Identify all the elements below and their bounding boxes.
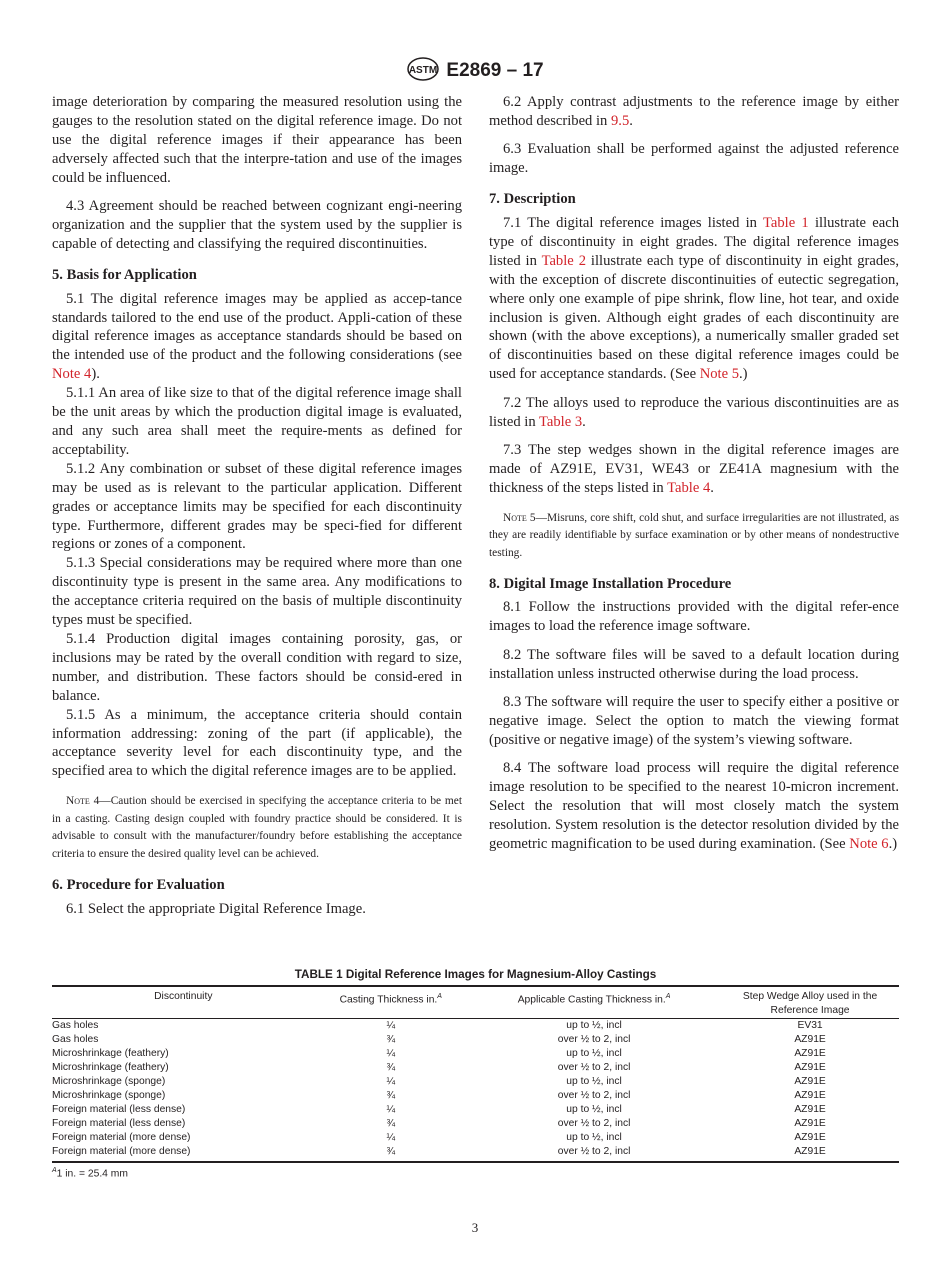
paragraph-5-1-5: 5.1.5 As a minimum, the acceptance criteria should contain information addressing: zoning of the part (if applicable), the acceptance severity level for each discontinuity type, and the specified area to which the digital reference images are to be applied. <box>52 706 462 780</box>
paragraph-8-4 <box>489 759 899 854</box>
paragraph-6-2 <box>489 93 899 131</box>
table-cell: EV31 <box>797 1020 823 1031</box>
section-9-5-link[interactable]: 9.5 <box>611 112 630 129</box>
paragraph-5-1-1: 5.1.1 An area of like size to that of the digital reference image shall be the unit areas by which the production digital image is evaluated, and any such area shall meet the require-ments as defined for acceptability. <box>52 385 462 458</box>
column-header: Discontinuity <box>52 986 315 1019</box>
text: 5.1 The digital reference images may be applied as accep-tance standards tailored to the end use of the product. Appli-cation of these digital reference images as acceptance standards should be based on the intended use of the product and the following considerations (see <box>52 290 462 364</box>
table-title: TABLE 1 Digital Reference Images for Magnesium-Alloy Castings <box>294 968 657 981</box>
note-label: Note 4 <box>66 795 100 808</box>
paragraph-5-1-3: 5.1.3 Special considerations may be required where more than one discontinuity type is present in the same area. Any modifications to the acceptance criteria required on the basis of multiple discontinuity types must be specified. <box>52 555 462 629</box>
column-header: Step Wedge Alloy used in the Reference Image <box>721 986 899 1019</box>
table-cell: ¼ <box>386 1132 396 1143</box>
table-cell: AZ91E <box>721 1145 899 1162</box>
text: . <box>629 112 633 129</box>
text: 6.2 Apply contrast adjustments to the reference image by either method described in <box>489 94 899 129</box>
paragraph-8-1: 8.1 Follow the instructions provided with the digital refer-ence images to load the reference image software. <box>489 599 899 635</box>
note-4 <box>52 793 462 863</box>
text: 7.3 The step wedges shown in the digital reference images are made of AZ91E, EV31, WE43 or ZE41A magnesium with the thickness of the steps listed in <box>489 442 899 496</box>
table-cell: up to ½, incl <box>566 1104 622 1115</box>
table-row <box>52 1033 899 1047</box>
table-cell: AZ91E <box>794 1062 826 1073</box>
table-row <box>52 1131 899 1145</box>
table-cell: ¼ <box>386 1048 396 1059</box>
right-column <box>489 93 899 854</box>
column-header: Casting Thickness in.$^A$ <box>315 986 467 1019</box>
table-cell: ¾ <box>386 1062 396 1073</box>
table-cell: Foreign material (less dense) <box>52 1118 186 1129</box>
paragraph-5-1 <box>52 290 462 385</box>
table-cell: ¼ <box>386 1020 396 1031</box>
text: 7.2 The alloys used to reproduce the various discontinuities are as listed in <box>489 394 899 430</box>
table-cell: Gas holes <box>52 1034 99 1045</box>
note-text: —Misruns, core shift, cold shut, and surface irregularities are not illustrated, as they are readily identifiable by surface examination or by other means of nondestructive testing. <box>489 511 900 559</box>
table-cell: Microshrinkage (sponge) <box>52 1076 166 1087</box>
text: .) <box>888 835 898 852</box>
paragraph-8-3: 8.3 The software will require the user to specify either a positive or negative image. Select the option to match the viewing format (positive or negative image) of the system’s viewing software. <box>489 694 899 748</box>
text: .) <box>739 366 748 383</box>
text: ). <box>91 366 100 383</box>
table-cell: ¼ <box>386 1104 396 1115</box>
paragraph-8-2: 8.2 The software files will be saved to a default location during installation unless instructed otherwise during the load process. <box>489 646 899 682</box>
table-cell: up to ½, incl <box>566 1076 622 1087</box>
table-row <box>52 1103 899 1117</box>
table-cell: up to ½, incl <box>566 1048 622 1059</box>
table-cell: ¾ <box>386 1118 396 1129</box>
section-heading-6: 6. Procedure for Evaluation <box>52 876 225 893</box>
table-cell: Microshrinkage (sponge) <box>52 1090 166 1101</box>
table-cell: over ½ to 2, incl <box>557 1090 631 1101</box>
paragraph-6-3: 6.3 Evaluation shall be performed against the adjusted reference image. <box>489 141 899 177</box>
left-column <box>52 93 462 918</box>
svg-text:ASTM: ASTM <box>409 65 438 76</box>
page-number: 3 <box>471 1220 479 1235</box>
table-cell: Foreign material (more dense) <box>52 1132 191 1143</box>
text: . <box>582 413 586 430</box>
table-row <box>52 1061 899 1075</box>
table-4-link[interactable]: Table 4 <box>667 479 711 496</box>
table-row <box>52 1019 899 1034</box>
text: illustrate each type of discontinuity in eight grades, with the exception of discrete discontinuities of eutectic segregation, where only one example of pipe shrink, flow line, hot tear, and oxide inclusion is given. Although eight grades of each discontinuity are shown (with the above exceptions), a numerically smaller graded set of discontinuities based on these digital reference images could be used for acceptance standards. (See <box>489 252 899 383</box>
table-cell: AZ91E <box>794 1076 826 1087</box>
table-cell: Gas holes <box>52 1020 99 1031</box>
table-cell: over ½ to 2, incl <box>467 1145 721 1162</box>
paragraph-6-1: 6.1 Select the appropriate Digital Reference Image. <box>66 900 366 917</box>
table-cell: ¾ <box>386 1090 396 1101</box>
data-table <box>52 985 899 1163</box>
table-row <box>52 1089 899 1103</box>
table-cell: AZ91E <box>794 1090 826 1101</box>
table-cell: over ½ to 2, incl <box>557 1034 631 1045</box>
table-cell: ¾ <box>386 1034 396 1045</box>
table-cell: Microshrinkage (feathery) <box>52 1048 169 1059</box>
table-2-link[interactable]: Table 2 <box>541 252 586 269</box>
table-row <box>52 1075 899 1089</box>
section-heading-5: 5. Basis for Application <box>52 266 197 283</box>
paragraph-7-2 <box>489 394 899 432</box>
table-cell: over ½ to 2, incl <box>557 1062 631 1073</box>
table-cell: Microshrinkage (feathery) <box>52 1062 169 1073</box>
table-cell: AZ91E <box>794 1048 826 1059</box>
paragraph: image deterioration by comparing the measured resolution using the gauges to the resolution stated on the digital reference image. Do not use the digital reference images if their appearance has been adversely affected such that the interpre-tation and use of the images could be influenced. <box>52 94 462 186</box>
note-6-link[interactable]: Note 6 <box>849 835 889 852</box>
table-1-link[interactable]: Table 1 <box>762 215 809 232</box>
table-cell: AZ91E <box>794 1034 826 1045</box>
table-footnote: $^A$1 in. = 25.4 mm <box>52 1167 128 1180</box>
note-text: —Caution should be exercised in specifying the acceptance criteria to be met in a casting. Casting design coupled with foundry practice should be considered. It is advisable to consult with the manufacturer/foundry before establishing the acceptance criteria to ensure the desired quality level can be achieved. <box>52 795 462 860</box>
astm-logo-icon <box>406 56 440 82</box>
text: illustrate each type of discontinuity in eight grades. The digital reference images listed in <box>489 215 899 269</box>
table-cell: ¼ <box>386 1076 396 1087</box>
table-row <box>52 1047 899 1061</box>
text: 7.1 The digital reference images listed in <box>503 215 763 232</box>
table-cell: AZ91E <box>794 1118 826 1129</box>
table-cell: over ½ to 2, incl <box>557 1118 631 1129</box>
table-cell: up to ½, incl <box>566 1132 622 1143</box>
table-cell: AZ91E <box>794 1104 826 1115</box>
paragraph-5-1-2: 5.1.2 Any combination or subset of these digital reference images may be used as is relevant to the particular application. Different grades or acceptance limits may be specified for each discontinuity type. Furthermore, different grades may be speci-fied for different regions or zones of a component. <box>52 460 462 553</box>
document-id: E2869 – 17 <box>446 60 544 81</box>
paragraph-5-1-4: 5.1.4 Production digital images containing porosity, gas, or inclusions may be rated by the overall condition with regard to size, number, and distribution. These factors should be consid-ered in balance. <box>52 630 462 704</box>
text: . <box>710 479 714 496</box>
note-5 <box>489 510 899 563</box>
note-label: Note 5 <box>503 511 536 524</box>
section-heading-7: 7. Description <box>489 191 576 208</box>
table-cell: AZ91E <box>794 1132 826 1143</box>
table-cell: ¾ <box>315 1145 467 1162</box>
page-header <box>0 56 950 82</box>
table-row <box>52 1145 899 1162</box>
paragraph-7-3 <box>489 441 899 498</box>
table-1 <box>52 968 899 1179</box>
column-header: Applicable Casting Thickness in.$^A$ <box>467 986 721 1019</box>
table-row <box>52 1117 899 1131</box>
paragraph-7-1 <box>489 214 899 384</box>
table-cell: Foreign material (more dense) <box>52 1145 315 1162</box>
table-header-row <box>52 986 899 1019</box>
table-cell: Foreign material (less dense) <box>52 1104 186 1115</box>
table-cell: up to ½, incl <box>566 1020 622 1031</box>
paragraph-4-3: 4.3 Agreement should be reached between cognizant engi-neering organization and the supplier that the system used by the supplier is capable of detecting and classifying the required discontinuities. <box>52 198 462 252</box>
text: 8.4 The software load process will require the digital reference image resolution to be specified to the nearest 10-micron increment. Select the resolution that will most closely match the system resolution. System resolution is the detector resolution divided by the geometric magnification to be used during examination. (See <box>489 760 899 852</box>
table-3-link[interactable]: Table 3 <box>539 413 583 430</box>
section-heading-8: 8. Digital Image Installation Procedure <box>489 575 732 592</box>
note-5-link[interactable]: Note 5 <box>699 366 740 383</box>
note-4-link[interactable]: Note 4 <box>52 366 92 383</box>
